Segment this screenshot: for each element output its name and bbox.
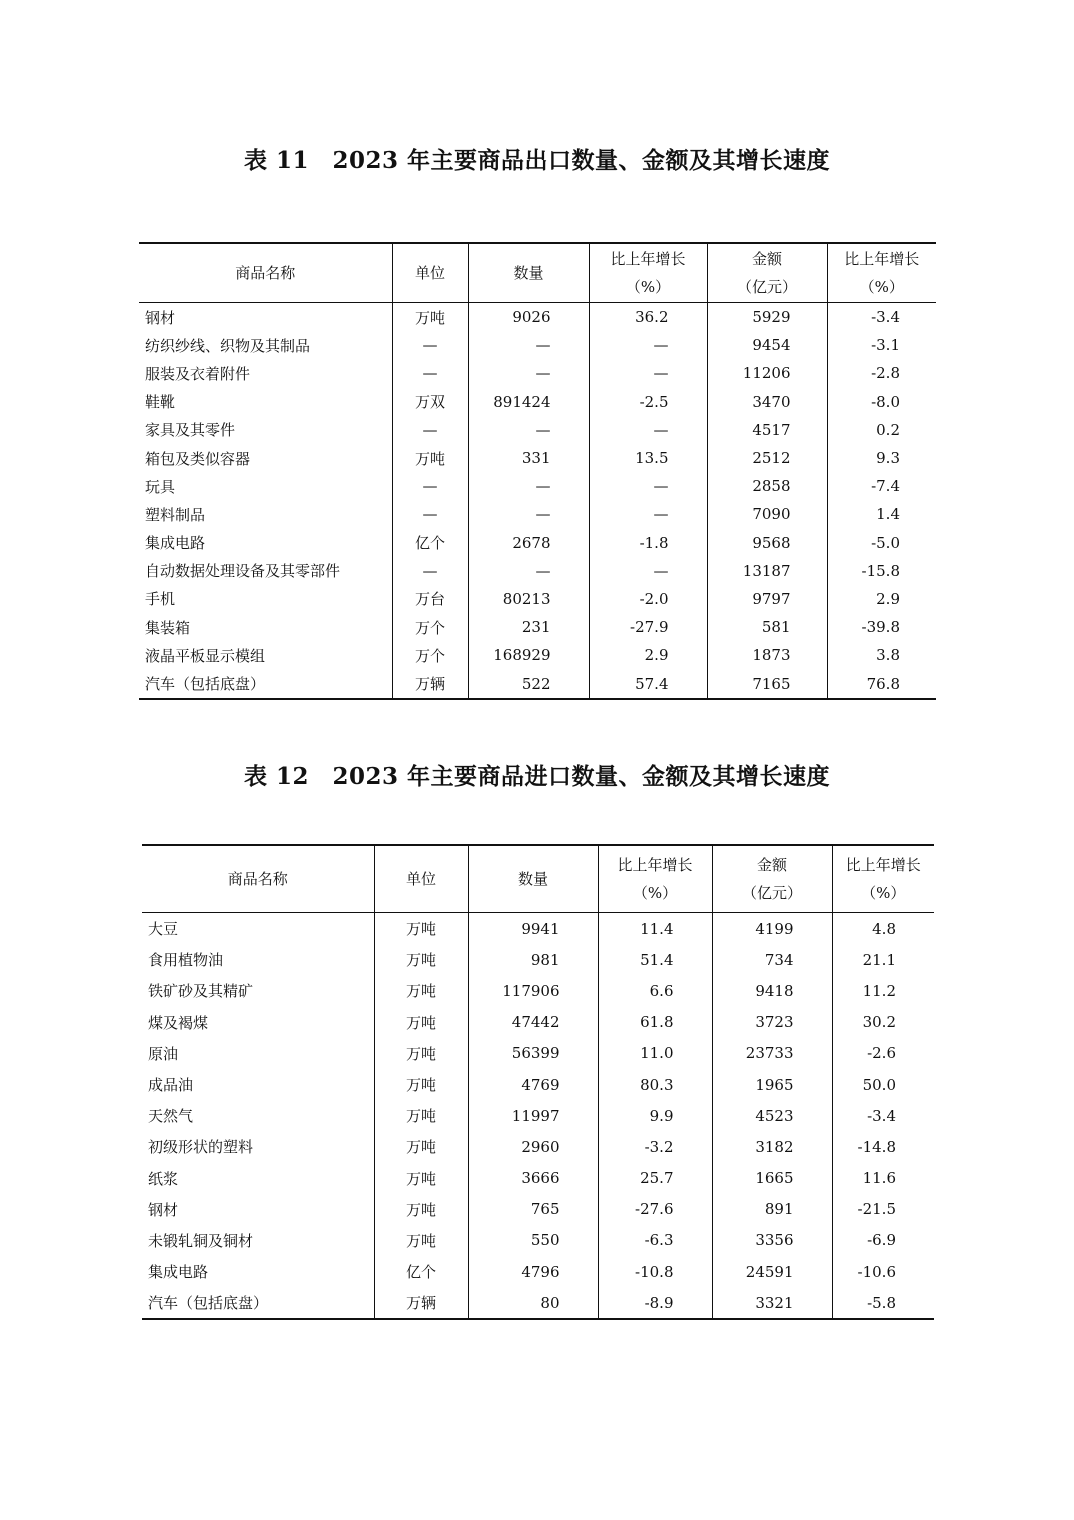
cell-amount: 2858 <box>707 472 827 500</box>
cell-name: 钢材 <box>145 308 176 327</box>
cell-name: 铁矿砂及其精矿 <box>148 982 254 1001</box>
cell-quantity-growth: -2.5 <box>589 388 707 416</box>
cell-name: 集成电路 <box>148 1263 209 1282</box>
cell-amount-growth: 9.3 <box>827 444 936 472</box>
cell-quantity-growth: — <box>589 500 707 528</box>
cell-unit: 万个 <box>392 613 468 641</box>
cell-quantity-growth: -8.9 <box>598 1287 712 1319</box>
cell-amount-growth: 76.8 <box>827 669 936 698</box>
cell-quantity: — <box>468 472 589 500</box>
cell-amount: 1665 <box>712 1163 832 1194</box>
cell-quantity: 522 <box>468 669 589 698</box>
cell-name: 塑料制品 <box>145 505 206 524</box>
cell-name: 天然气 <box>148 1107 194 1126</box>
table-12-title: 表 12 2023 年主要商品进口数量、金额及其增长速度 <box>243 763 831 790</box>
table-row <box>139 472 936 500</box>
cell-name: 成品油 <box>148 1076 194 1095</box>
cell-amount: 891 <box>712 1194 832 1225</box>
cell-amount-growth: 2.9 <box>827 585 936 613</box>
table-row <box>139 331 936 359</box>
col-header-qty-growth-line1: 比上年增长 <box>610 250 686 268</box>
cell-quantity-growth: 2.9 <box>589 641 707 669</box>
cell-quantity: 168929 <box>468 641 589 669</box>
cell-amount-growth: -3.4 <box>827 303 936 332</box>
cell-quantity-growth: -10.8 <box>598 1256 712 1287</box>
cell-amount: 13187 <box>707 557 827 585</box>
col-header-qty-growth-line2: （%） <box>632 884 678 902</box>
cell-amount: 3470 <box>707 388 827 416</box>
cell-amount-growth: -15.8 <box>827 557 936 585</box>
cell-name: 钢材 <box>148 1200 179 1219</box>
cell-quantity-growth: 80.3 <box>598 1069 712 1100</box>
table-row <box>139 303 936 332</box>
cell-amount-growth: -5.8 <box>832 1287 934 1319</box>
table-row <box>142 1163 934 1194</box>
import-table <box>142 844 934 1320</box>
cell-unit: 万吨 <box>374 1100 468 1131</box>
cell-amount: 2512 <box>707 444 827 472</box>
cell-quantity-growth: 6.6 <box>598 975 712 1006</box>
col-header-amount-line2: （亿元） <box>736 278 797 296</box>
col-header-qty-growth-line2: （%） <box>625 278 671 296</box>
table-row <box>139 669 936 698</box>
table-row <box>142 944 934 975</box>
cell-amount-growth: -6.9 <box>832 1225 934 1256</box>
cell-amount-growth: 3.8 <box>827 641 936 669</box>
cell-quantity-growth: 36.2 <box>589 303 707 332</box>
cell-amount: 24591 <box>712 1256 832 1287</box>
cell-unit: 万吨 <box>374 1007 468 1038</box>
col-header-amt-growth <box>832 845 934 913</box>
col-header-amt-growth-line2: （%） <box>861 884 906 902</box>
cell-name: 原油 <box>148 1044 179 1063</box>
cell-unit: 万吨 <box>374 1225 468 1256</box>
cell-amount-growth: -5.0 <box>827 529 936 557</box>
cell-unit: 万吨 <box>392 444 468 472</box>
table-row <box>139 613 936 641</box>
col-header-unit: 单位 <box>392 243 468 303</box>
cell-unit: 万辆 <box>392 669 468 698</box>
cell-unit: — <box>392 557 468 585</box>
col-header-unit: 单位 <box>374 845 468 913</box>
cell-quantity: 550 <box>468 1225 598 1256</box>
col-header-amount <box>712 845 832 913</box>
cell-name: 液晶平板显示模组 <box>145 646 266 665</box>
col-header-name: 商品名称 <box>142 845 374 913</box>
cell-quantity: 3666 <box>468 1163 598 1194</box>
cell-amount-growth: 50.0 <box>832 1069 934 1100</box>
cell-unit: 万吨 <box>374 944 468 975</box>
cell-quantity: 11997 <box>468 1100 598 1131</box>
table-row <box>139 416 936 444</box>
cell-amount: 23733 <box>712 1038 832 1069</box>
cell-quantity: — <box>468 557 589 585</box>
table-row <box>142 1225 934 1256</box>
cell-amount: 9568 <box>707 529 827 557</box>
cell-quantity: 2678 <box>468 529 589 557</box>
export-table <box>139 242 936 700</box>
cell-quantity: 981 <box>468 944 598 975</box>
cell-quantity: 765 <box>468 1194 598 1225</box>
col-header-name: 商品名称 <box>139 243 392 303</box>
cell-unit: — <box>392 472 468 500</box>
cell-quantity: 2960 <box>468 1131 598 1162</box>
cell-amount: 4199 <box>712 913 832 945</box>
cell-quantity: 56399 <box>468 1038 598 1069</box>
cell-name: 汽车（包括底盘） <box>148 1294 269 1313</box>
cell-amount: 9797 <box>707 585 827 613</box>
cell-quantity: 80213 <box>468 585 589 613</box>
col-header-qty-growth-line1: 比上年增长 <box>617 856 693 874</box>
cell-amount-growth: 30.2 <box>832 1007 934 1038</box>
col-header-qty: 数量 <box>468 845 598 913</box>
cell-quantity-growth: 25.7 <box>598 1163 712 1194</box>
table-row <box>142 1007 934 1038</box>
cell-amount-growth: -3.1 <box>827 331 936 359</box>
cell-quantity: 4769 <box>468 1069 598 1100</box>
cell-amount-growth: -8.0 <box>827 388 936 416</box>
cell-amount: 7090 <box>707 500 827 528</box>
cell-quantity: — <box>468 331 589 359</box>
cell-amount: 11206 <box>707 359 827 387</box>
table-row <box>142 1038 934 1069</box>
cell-unit: 万吨 <box>374 1194 468 1225</box>
table-row <box>142 1131 934 1162</box>
cell-amount: 734 <box>712 944 832 975</box>
cell-quantity-growth: 9.9 <box>598 1100 712 1131</box>
table-row <box>139 388 936 416</box>
cell-amount: 3723 <box>712 1007 832 1038</box>
cell-name: 食用植物油 <box>148 951 224 970</box>
cell-amount: 4517 <box>707 416 827 444</box>
cell-unit: 万吨 <box>374 1163 468 1194</box>
cell-unit: 万吨 <box>374 1069 468 1100</box>
cell-unit: 万吨 <box>374 975 468 1006</box>
cell-name: 集装箱 <box>145 618 191 637</box>
cell-quantity-growth: -6.3 <box>598 1225 712 1256</box>
cell-unit: 亿个 <box>392 529 468 557</box>
cell-unit: — <box>392 331 468 359</box>
cell-quantity-growth: 51.4 <box>598 944 712 975</box>
cell-quantity-growth: -27.9 <box>589 613 707 641</box>
cell-quantity: 80 <box>468 1287 598 1319</box>
col-header-qty-growth <box>598 845 712 913</box>
col-header-amount-line1: 金额 <box>751 250 782 268</box>
cell-quantity: — <box>468 500 589 528</box>
cell-amount: 3182 <box>712 1131 832 1162</box>
cell-amount-growth: -10.6 <box>832 1256 934 1287</box>
cell-amount-growth: -2.6 <box>832 1038 934 1069</box>
cell-amount-growth: -2.8 <box>827 359 936 387</box>
cell-quantity-growth: 61.8 <box>598 1007 712 1038</box>
cell-quantity: 47442 <box>468 1007 598 1038</box>
cell-unit: 万吨 <box>392 303 468 332</box>
cell-amount-growth: -3.4 <box>832 1100 934 1131</box>
cell-unit: 万吨 <box>374 1038 468 1069</box>
cell-quantity: 891424 <box>468 388 589 416</box>
cell-amount-growth: -39.8 <box>827 613 936 641</box>
cell-quantity-growth: — <box>589 331 707 359</box>
cell-amount-growth: -21.5 <box>832 1194 934 1225</box>
cell-name: 集成电路 <box>145 534 206 553</box>
table-row <box>142 1256 934 1287</box>
col-header-amount-line1: 金额 <box>756 856 787 874</box>
col-header-qty: 数量 <box>468 243 589 303</box>
cell-name: 纸浆 <box>148 1169 179 1188</box>
cell-unit: — <box>392 500 468 528</box>
cell-quantity-growth: -27.6 <box>598 1194 712 1225</box>
cell-quantity-growth: — <box>589 557 707 585</box>
cell-amount-growth: 11.6 <box>832 1163 934 1194</box>
cell-amount-growth: -7.4 <box>827 472 936 500</box>
table-11-title: 表 11 2023 年主要商品出口数量、金额及其增长速度 <box>243 147 831 174</box>
cell-quantity-growth: -2.0 <box>589 585 707 613</box>
table-row <box>139 585 936 613</box>
table-row <box>142 1069 934 1100</box>
cell-amount: 1873 <box>707 641 827 669</box>
table-header-row <box>142 845 934 913</box>
cell-name: 手机 <box>145 590 176 609</box>
cell-amount-growth: 11.2 <box>832 975 934 1006</box>
cell-unit: 万个 <box>392 641 468 669</box>
cell-quantity: 231 <box>468 613 589 641</box>
cell-quantity-growth: — <box>589 416 707 444</box>
col-header-amt-growth <box>827 243 936 303</box>
table-row <box>142 1194 934 1225</box>
cell-quantity: 117906 <box>468 975 598 1006</box>
table-row <box>139 529 936 557</box>
table-row <box>139 557 936 585</box>
table-header-row <box>139 243 936 303</box>
cell-amount: 581 <box>707 613 827 641</box>
cell-quantity-growth: 57.4 <box>589 669 707 698</box>
cell-amount: 3321 <box>712 1287 832 1319</box>
cell-quantity-growth: 11.0 <box>598 1038 712 1069</box>
cell-name: 大豆 <box>148 920 179 939</box>
cell-quantity: 331 <box>468 444 589 472</box>
cell-quantity: — <box>468 416 589 444</box>
cell-amount-growth: 4.8 <box>832 913 934 945</box>
cell-unit: 万台 <box>392 585 468 613</box>
cell-name: 玩具 <box>145 477 176 496</box>
cell-unit: 万吨 <box>374 1131 468 1162</box>
col-header-amt-growth-line2: （%） <box>859 278 904 296</box>
cell-quantity-growth: — <box>589 472 707 500</box>
cell-unit: — <box>392 416 468 444</box>
cell-quantity-growth: 11.4 <box>598 913 712 945</box>
cell-amount: 1965 <box>712 1069 832 1100</box>
cell-quantity: — <box>468 359 589 387</box>
cell-amount: 5929 <box>707 303 827 332</box>
table-row <box>139 641 936 669</box>
cell-name: 自动数据处理设备及其零部件 <box>145 562 341 581</box>
cell-unit: 万吨 <box>374 913 468 945</box>
cell-amount: 4523 <box>712 1100 832 1131</box>
cell-quantity-growth: -3.2 <box>598 1131 712 1162</box>
col-header-amount <box>707 243 827 303</box>
col-header-amount-line2: （亿元） <box>741 884 802 902</box>
cell-quantity-growth: 13.5 <box>589 444 707 472</box>
cell-amount: 9454 <box>707 331 827 359</box>
cell-name: 煤及褐煤 <box>148 1013 209 1032</box>
cell-name: 家具及其零件 <box>145 421 236 440</box>
cell-quantity: 9941 <box>468 913 598 945</box>
col-header-amt-growth-line1: 比上年增长 <box>845 856 921 874</box>
table-row <box>142 913 934 945</box>
table-row <box>142 1287 934 1319</box>
cell-unit: 万双 <box>392 388 468 416</box>
table-row <box>142 1100 934 1131</box>
col-header-amt-growth-line1: 比上年增长 <box>844 250 920 268</box>
cell-amount-growth: 0.2 <box>827 416 936 444</box>
cell-name: 汽车（包括底盘） <box>145 675 266 694</box>
cell-name: 纺织纱线、织物及其制品 <box>145 336 311 355</box>
cell-amount-growth: 1.4 <box>827 500 936 528</box>
cell-unit: 万辆 <box>374 1287 468 1319</box>
cell-name: 鞋靴 <box>145 393 176 412</box>
cell-name: 未锻轧铜及铜材 <box>148 1231 254 1250</box>
cell-quantity-growth: -1.8 <box>589 529 707 557</box>
table-row <box>139 500 936 528</box>
cell-unit: — <box>392 359 468 387</box>
cell-amount: 3356 <box>712 1225 832 1256</box>
cell-amount: 9418 <box>712 975 832 1006</box>
cell-quantity-growth: — <box>589 359 707 387</box>
table-row <box>139 359 936 387</box>
cell-amount: 7165 <box>707 669 827 698</box>
table-row <box>139 444 936 472</box>
cell-name: 初级形状的塑料 <box>148 1138 254 1157</box>
cell-name: 箱包及类似容器 <box>145 449 251 468</box>
cell-name: 服装及衣着附件 <box>145 364 251 383</box>
cell-quantity: 9026 <box>468 303 589 332</box>
table-row <box>142 975 934 1006</box>
cell-unit: 亿个 <box>374 1256 468 1287</box>
cell-quantity: 4796 <box>468 1256 598 1287</box>
col-header-qty-growth <box>589 243 707 303</box>
cell-amount-growth: 21.1 <box>832 944 934 975</box>
cell-amount-growth: -14.8 <box>832 1131 934 1162</box>
